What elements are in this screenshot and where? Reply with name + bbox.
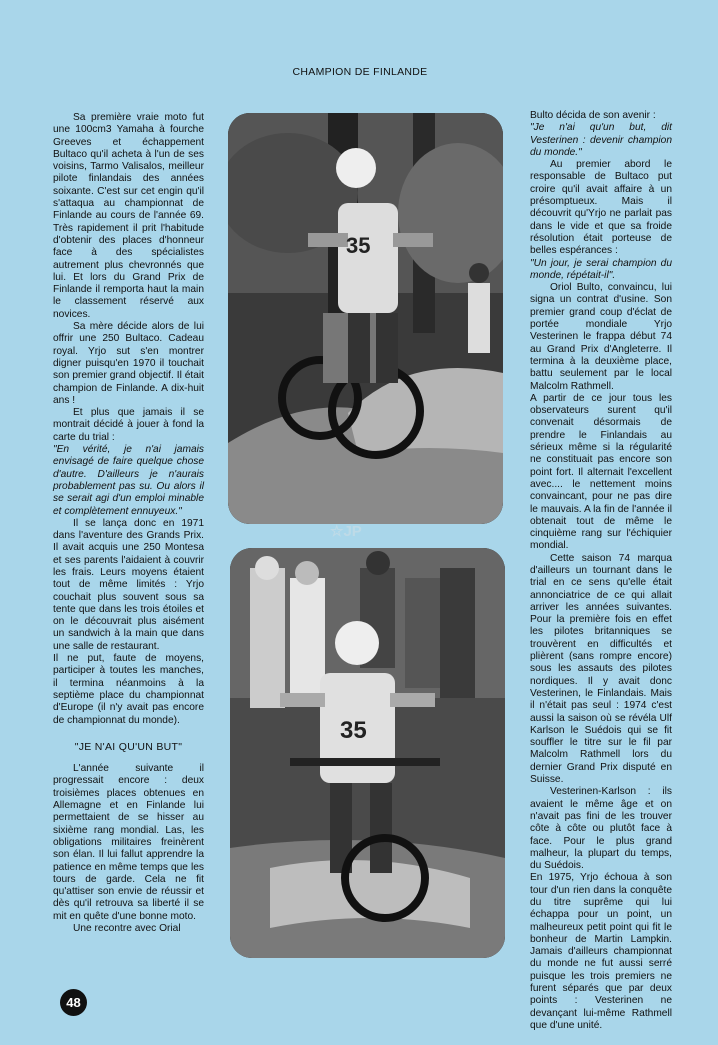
paragraph: Il se lança donc en 1971 dans l'aventure des Grands Prix. Il avait acquis une 250 Montesa et ses parents l'aidaient à couvrir les frais. Leurs moyens étaient tout de même limités : Yrjo couchait plus souvent sous sa tente que dans les trois étoiles et on le découvrait plus aisément un sandwich à la main que dans une salle de restaurant. (53, 517, 204, 652)
paragraph: Cette saison 74 marqua d'ailleurs un tournant dans le trial en ce sens qu'elle était annonciatrice de ce qui allait arriver les années suivantes. Pour la première fois en effet les pilotes britanniques se trouvèrent en difficultés et plièrent (sans rompre encore) sous les assauts des pilotes nordiques. Il y avait donc Vesterinen, le Finlandais. Mais il n'était pas seul : 1974 c'est aussi la saison où se révéla Ulf Karlson le Suédois qui se fit souffler le titre sur le fil par Malcolm Rathmell lors du dernier Grand Prix disputé en Suisse. (530, 552, 672, 786)
paragraph: Bulto décida de son avenir : (530, 110, 656, 121)
paragraph: En 1975, Yrjo échoua à son tour d'un rien dans la conquête du titre suprême qui lui échappa pour un point, un malheureux petit point qui fit le bonheur de Martin Lampkin. Jamais d'ailleurs championnat du monde ne fut aussi serré puisque les trois premiers ne furent séparés que par deux points : Vesterinen ne devançant lui-même Rathmell que d'une unité. (530, 872, 672, 1031)
paragraph: Et plus que jamais il se montrait décidé à jouer à fond la carte du trial : (53, 407, 204, 443)
quote: "En vérité, je n'ai jamais envisagé de faire quelque chose d'autre. D'ailleurs je n'aurais probablement pas su. Ou alors il se serait agi d'un emploi minable et complètement ennuyeux." (53, 444, 204, 517)
page-number: 48 (60, 989, 87, 1016)
paragraph: A partir de ce jour tous les observateurs surent qu'il convenait désormais de prendre le Finlandais au sérieux même si la régularité ne constituait pas encore son point fort. Il alternait l'excellent avec.... le nettement moins convaincant, pour ne pas dire le mauvais. A la fin de l'année il obtenait tout de même le cinquième rang sur l'échiquier mondial. (530, 392, 672, 552)
paragraph: L'année suivante il progressait encore : deux troisièmes places obtenues en Allemagne et en Finlande lui permettaient de se hisser au sixième rang mondial. Las, les obligations militaires freinèrent son élan. Il lui fallut apprendre la patience en même temps que les tours de garde. Cela ne fit qu'attiser son envie de réussir et dès qu'il retrouva sa liberté il se mit en quête d'une bonne moto. (53, 763, 204, 922)
paragraph: Au premier abord le responsable de Bultaco put croire qu'il avait affaire à un présomptueux. Mais il découvrit qu'Yrjo ne parlait pas dans le vide et que sa froide résolution était porteuse de belles espérances : (530, 159, 672, 257)
paragraph: Une recontre avec Orial (73, 923, 181, 934)
page-header: CHAMPION DE FINLANDE (292, 66, 428, 78)
paragraph: Sa mère décide alors de lui offrir une 250 Bultaco. Cadeau royal. Yrjo sut s'en montrer digner puisqu'en 1970 il touchait son premier grand objectif. Il était champion de Finlande. A dix-huit ans ! (53, 321, 204, 406)
paragraph: Vesterinen-Karlson : ils avaient le même âge et on n'avait pas fini de les trouver côte à côte ou plutôt face à face. Pour le plus grand malheur, la plupart du temps, du Suédois. (530, 786, 672, 872)
photo-rider-stream (230, 548, 505, 958)
quote: "Un jour, je serai champion du monde, répétait-il". (530, 257, 672, 281)
right-column (530, 110, 672, 1032)
section-heading: "JE N'AI QU'UN BUT" (74, 740, 183, 753)
paragraph: Oriol Bulto, convaincu, lui signa un contrat d'usine. Son premier grand coup d'éclat de portée mondiale Yrjo Vesterinen le frappa début 74 au Grand Prix d'Angleterre. Il termina à la deuxième place, battu seulement par le local Malcolm Rathmell. (530, 282, 672, 392)
paragraph: Sa première vraie moto fut une 100cm3 Yamaha à fourche Greeves et échappement Bultaco qu'il acheta à l'un de ses voisins, Tarmo Valisalos, meilleur pilote finlandais des années soixante. C'est sur cet engin qu'il s'attaqua au championnat de Finlande au cours de l'année 69. Très rapidement il prit l'habitude d'obtenir des places d'honneur face à des spécialistes autrement plus chevronnés que lui. Et lors du Grand Prix de Finlande il remporta haut la main le classement réservé aux novices. (53, 112, 204, 320)
paragraph: Il ne put, faute de moyens, participer à toutes les manches, il termina néanmoins à la septième place du championnat d'Europe (il n'y avait pas encore de championnat du monde). (53, 653, 204, 726)
photo-rider-climbing-rock (228, 113, 503, 524)
left-column (53, 112, 204, 935)
quote: "Je n'ai qu'un but, dit Vesterinen : devenir champion du monde." (530, 122, 672, 158)
bib-number: 35 (346, 233, 371, 258)
bib-number: 35 (340, 717, 367, 744)
watermark-logo: ☆JP (330, 523, 362, 540)
